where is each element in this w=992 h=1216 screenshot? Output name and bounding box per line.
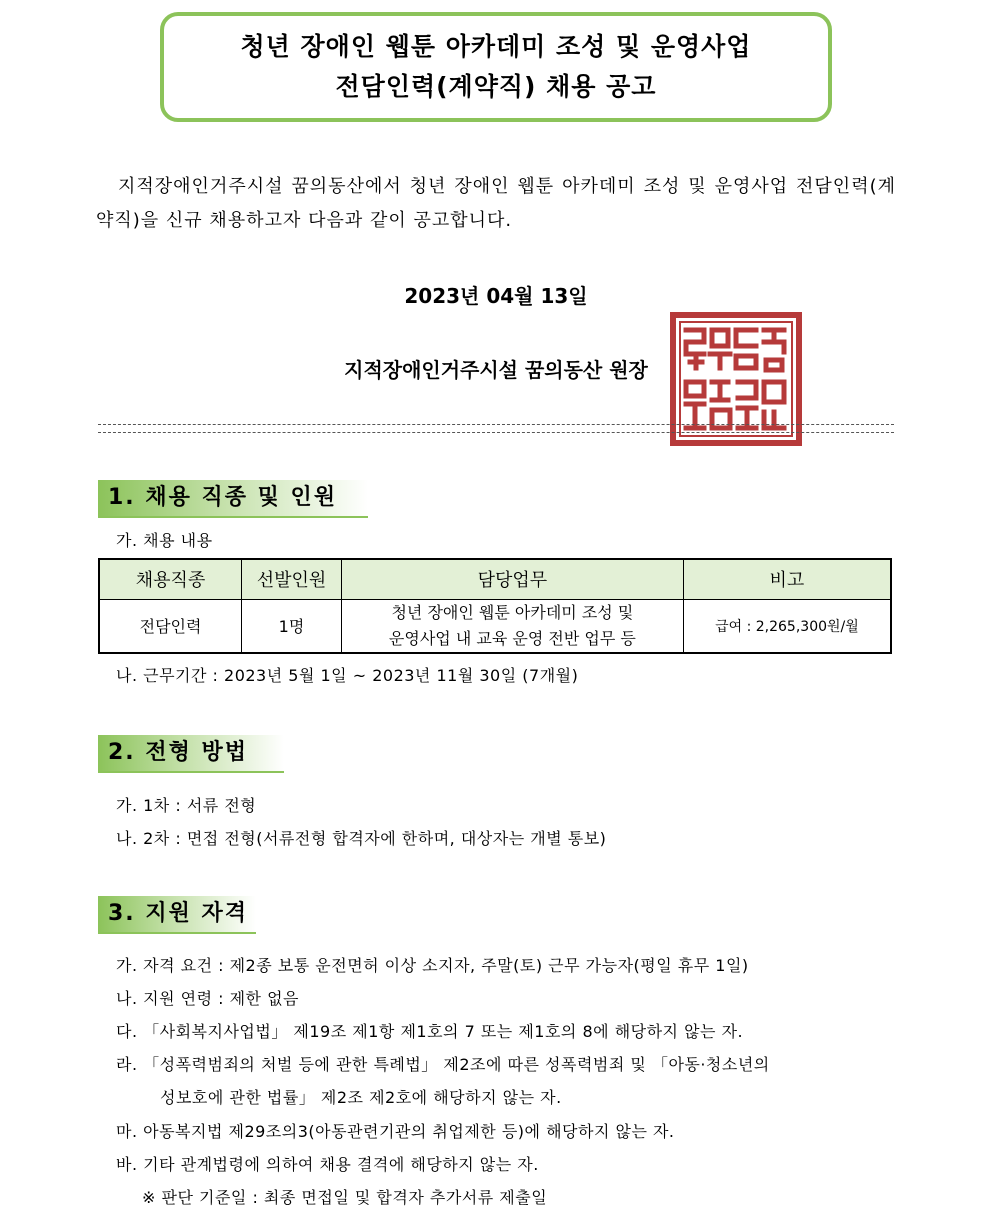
cell-count: 1명 <box>242 599 342 653</box>
cell-note: 급여 : 2,265,300원/월 <box>683 599 891 653</box>
section-2-item-b: 나. 2차 : 면접 전형(서류전형 합격자에 한하며, 대상자는 개별 통보) <box>116 829 607 848</box>
cell-duty <box>341 599 683 653</box>
section-1-sub-b: 나. 근무기간 : 2023년 5월 1일 ~ 2023년 11월 30일 (7개월) <box>116 666 579 685</box>
section-1-heading: 1. 채용 직종 및 인원 <box>98 480 368 518</box>
title-line-2: 전담인력(계약직) 채용 공고 <box>335 72 657 101</box>
section-3-item-d: 라. 「성폭력범죄의 처벌 등에 관한 특례법」 제2조에 따른 성폭력범죄 및 「아동·청소년의 <box>116 1055 770 1074</box>
section-3-item-f: 바. 기타 관계법령에 의하여 채용 결격에 해당하지 않는 자. <box>116 1155 539 1174</box>
intro-paragraph: 지적장애인거주시설 꿈의동산에서 청년 장애인 웹툰 아카데미 조성 및 운영사업 전담인력(계약직)을 신규 채용하고자 다음과 같이 공고합니다. <box>96 176 896 231</box>
cell-duty-line-1: 청년 장애인 웹툰 아카데미 조성 및 <box>391 602 634 622</box>
section-3-item-e: 마. 아동복지법 제29조의3(아동관련기관의 취업제한 등)에 해당하지 않는 자. <box>116 1122 675 1141</box>
divider-dashed-2 <box>98 432 894 433</box>
title-box <box>160 12 832 122</box>
divider-dashed-1 <box>98 424 894 425</box>
official-seal-stamp <box>670 312 802 446</box>
section-3-item-b: 나. 지원 연령 : 제한 없음 <box>116 989 300 1008</box>
section-3-note: ※ 판단 기준일 : 최종 면접일 및 합격자 추가서류 제출일 <box>142 1188 548 1207</box>
table-row <box>99 599 891 653</box>
section-3-item-a: 가. 자격 요건 : 제2종 보통 운전면허 이상 소지자, 주말(토) 근무 가능자(평일 휴무 1일) <box>116 956 749 975</box>
col-header-note: 비고 <box>683 559 891 599</box>
section-2-item-a: 가. 1차 : 서류 전형 <box>116 796 257 815</box>
section-1-sub-a: 가. 채용 내용 <box>116 531 213 550</box>
recruitment-table <box>98 558 892 654</box>
announcement-date: 2023년 04월 13일 <box>404 284 588 308</box>
section-3-item-d-continued: 성보호에 관한 법률」 제2조 제2호에 해당하지 않는 자. <box>160 1088 562 1107</box>
table-header-row <box>99 559 891 599</box>
title-line-1: 청년 장애인 웹툰 아카데미 조성 및 운영사업 <box>240 32 752 61</box>
section-3-heading: 3. 지원 자격 <box>98 896 256 934</box>
organization-signature: 지적장애인거주시설 꿈의동산 원장 <box>344 358 648 382</box>
col-header-job: 채용직종 <box>99 559 242 599</box>
col-header-duty: 담당업무 <box>341 559 683 599</box>
section-2-heading: 2. 전형 방법 <box>98 735 284 773</box>
section-3-item-c: 다. 「사회복지사업법」 제19조 제1항 제1호의 7 또는 제1호의 8에 해당하지 않는 자. <box>116 1022 744 1041</box>
cell-job: 전담인력 <box>99 599 242 653</box>
col-header-count: 선발인원 <box>242 559 342 599</box>
cell-duty-line-2: 운영사업 내 교육 운영 전반 업무 등 <box>388 628 636 648</box>
